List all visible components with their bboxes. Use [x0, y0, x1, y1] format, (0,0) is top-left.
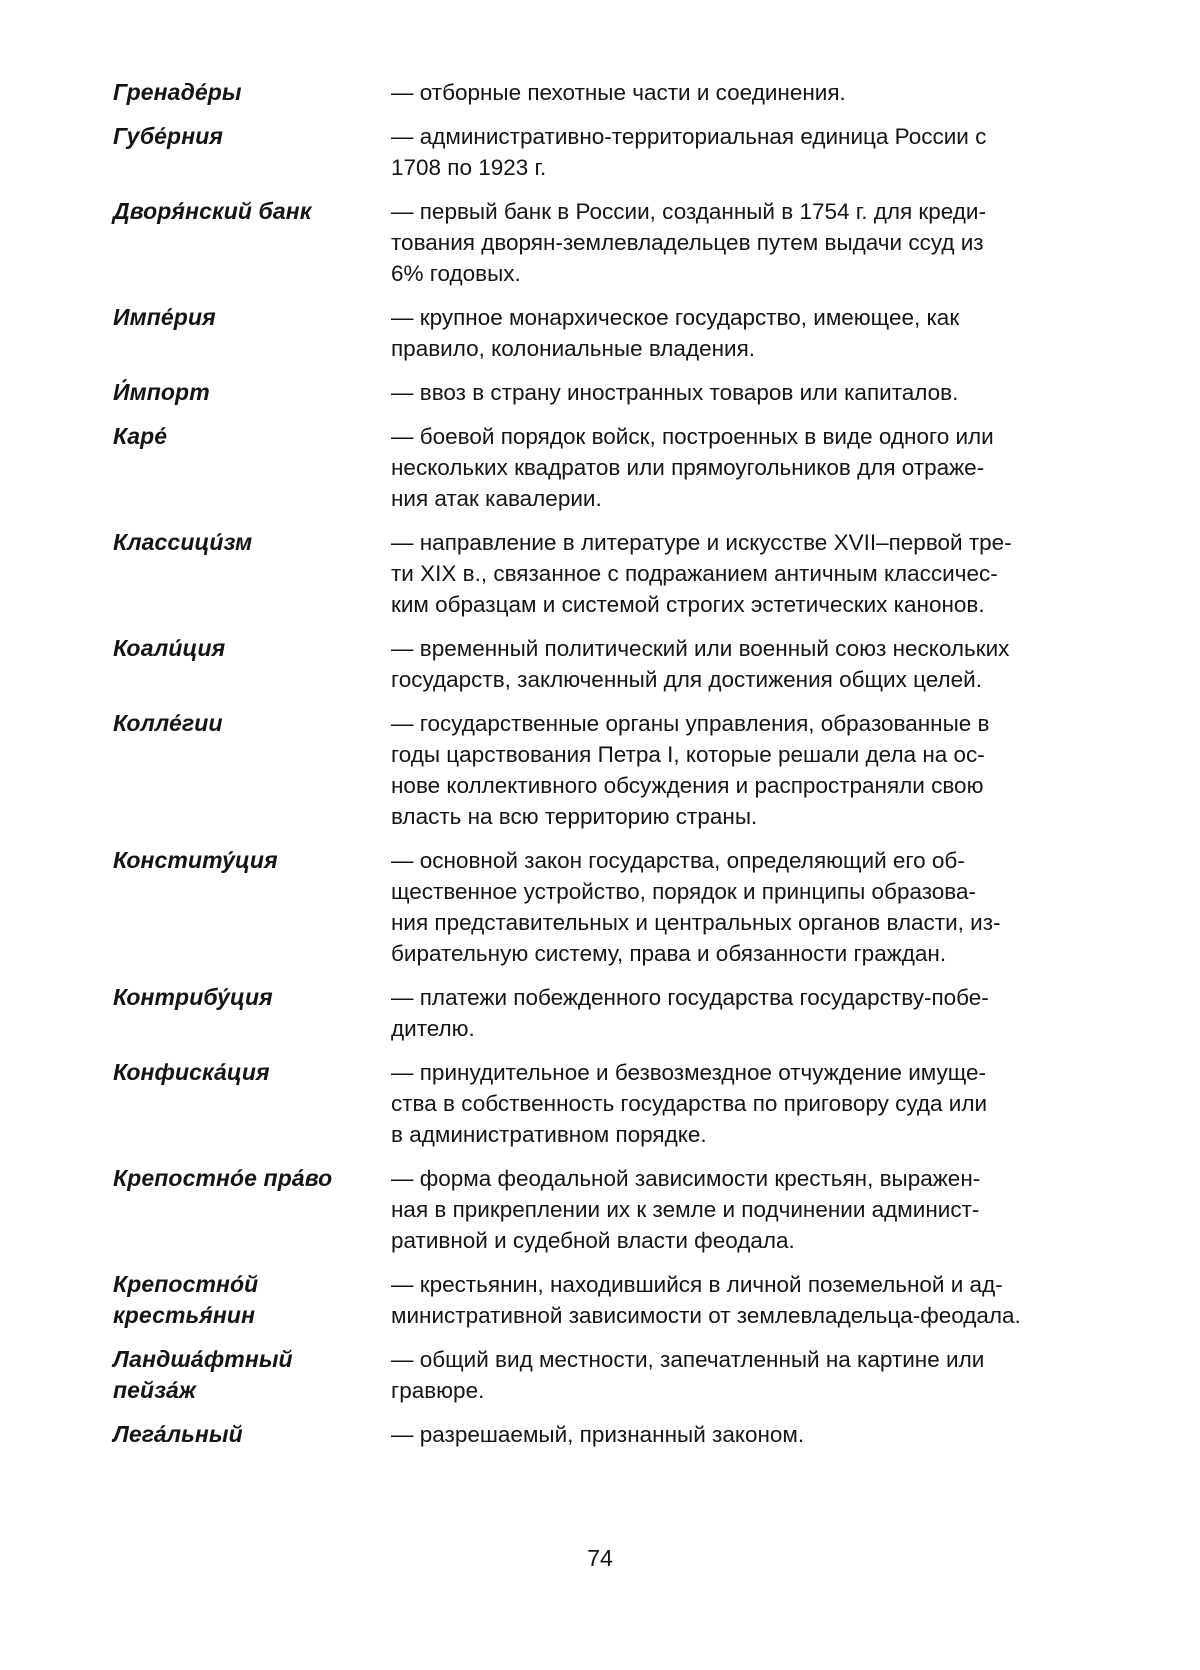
glossary-entry	[113, 1057, 1083, 1150]
glossary-definition: — основной закон государства, определяющий его об- щественное устройство, порядок и принципы образова- ния представительных и центральных органов власти, из- бирательную систему, права и обязанности граждан.	[391, 848, 1001, 966]
glossary-term: Коали́ция	[113, 635, 226, 661]
glossary-term: Лега́льный	[113, 1421, 243, 1447]
glossary-term: Каре́	[113, 423, 168, 449]
glossary-term: Импе́рия	[113, 304, 216, 330]
glossary-entry	[113, 1419, 1083, 1450]
glossary-list	[113, 77, 1083, 1463]
glossary-entry	[113, 845, 1083, 969]
glossary-term: Губе́рния	[113, 123, 223, 149]
glossary-definition: — направление в литературе и искусстве XVII–первой тре- ти XIX в., связанное с подражанием античным классичес- ким образцам и системой строгих эстетических канонов.	[391, 530, 1012, 617]
glossary-entry	[113, 121, 1083, 183]
glossary-entry	[113, 302, 1083, 364]
glossary-term: Классици́зм	[113, 529, 253, 555]
glossary-entry	[113, 1344, 1083, 1406]
glossary-definition: — форма феодальной зависимости крестьян, выражен- ная в прикреплении их к земле и подчинении админист- ративной и судебной власти феодала.	[391, 1166, 981, 1253]
glossary-definition: — крестьянин, находившийся в личной поземельной и ад- министративной зависимости от землевладельца-феодала.	[391, 1272, 1021, 1328]
glossary-entry	[113, 196, 1083, 289]
glossary-definition: — ввоз в страну иностранных товаров или капиталов.	[391, 380, 959, 405]
glossary-definition: — боевой порядок войск, построенных в виде одного или нескольких квадратов или прямоугольников для отраже- ния атак кавалерии.	[391, 424, 994, 511]
glossary-definition: — разрешаемый, признанный законом.	[391, 1422, 805, 1447]
glossary-entry	[113, 77, 1083, 108]
glossary-entry	[113, 633, 1083, 695]
glossary-term: Ландша́фтный пейза́ж	[113, 1346, 293, 1403]
glossary-definition: — отборные пехотные части и соединения.	[391, 80, 846, 105]
glossary-term: Конститу́ция	[113, 847, 278, 873]
glossary-term: Крепостно́е пра́во	[113, 1165, 333, 1191]
glossary-definition: — принудительное и безвозмездное отчуждение имуще- ства в собственность государства по приговору суда или в административном порядке.	[391, 1060, 988, 1147]
glossary-definition: — государственные органы управления, образованные в годы царствования Петра I, которые решали дела на ос- нове коллективного обсуждения и распространяли свою власть на всю территорию страны.	[391, 711, 990, 829]
glossary-term: Колле́гии	[113, 710, 223, 736]
glossary-term: И́мпорт	[113, 379, 210, 405]
glossary-entry	[113, 708, 1083, 832]
glossary-entry	[113, 527, 1083, 620]
glossary-definition: — общий вид местности, запечатленный на картине или гравюре.	[391, 1347, 985, 1403]
glossary-definition: — платежи побежденного государства государству-побе- дителю.	[391, 985, 989, 1041]
glossary-entry	[113, 421, 1083, 514]
glossary-entry	[113, 982, 1083, 1044]
glossary-entry	[113, 1269, 1083, 1331]
page-number: 74	[587, 1545, 613, 1571]
glossary-term: Контрибу́ция	[113, 984, 273, 1010]
glossary-definition: — первый банк в России, созданный в 1754 г. для креди- тования дворян-землевладельцев путем выдачи ссуд из 6% годовых.	[391, 199, 986, 286]
glossary-term: Крепостно́й крестья́нин	[113, 1271, 259, 1328]
glossary-entry	[113, 1163, 1083, 1256]
glossary-term: Гренаде́ры	[113, 79, 242, 105]
glossary-definition: — временный политический или военный союз нескольких государств, заключенный для достижения общих целей.	[391, 636, 1010, 692]
glossary-term: Дворя́нский банк	[113, 198, 312, 224]
glossary-entry	[113, 377, 1083, 408]
glossary-definition: — крупное монархическое государство, имеющее, как правило, колониальные владения.	[391, 305, 960, 361]
glossary-definition: — административно-территориальная единица России с 1708 по 1923 г.	[391, 124, 987, 180]
glossary-term: Конфиска́ция	[113, 1059, 270, 1085]
